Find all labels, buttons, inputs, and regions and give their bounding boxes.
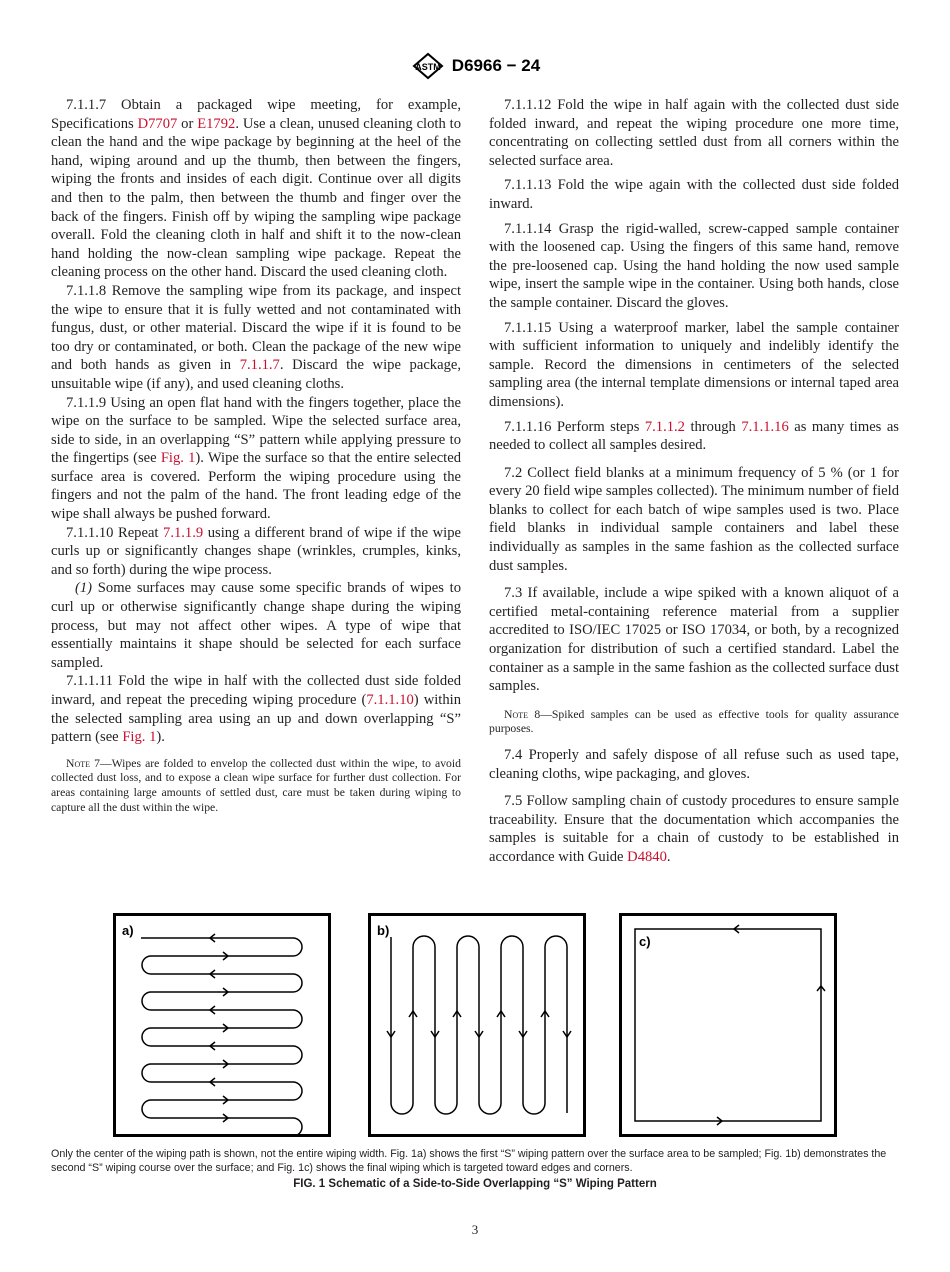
note-7: Note 7—Wipes are folded to envelop the collected dust within the wipe, to avoid collected dust loss, and to expose a clean wipe surface for further dust collection. For areas containing large amounts of settled dust, care must be taken during wiping to capture all the dust within the wipe. [51, 756, 461, 814]
subsection-1: (1) Some surfaces may cause some specific brands of wipes to curl up or otherwise significantly change shape during the wiping process, but may not affect other wipes. A type of wipe that essentially maintains it shape should be selected for each surface sampled. [51, 580, 461, 671]
ref-link[interactable]: E1792 [197, 115, 236, 132]
section-7-1-1-16: 7.1.1.16 Perform steps 7.1.1.2 through 7.1.1.16 as many times as needed to collect all samples desired. [489, 418, 899, 454]
figure-caption: Only the center of the wiping path is shown, not the entire wiping width. Fig. 1a) shows the first “S” wiping pattern over the surface area to be sampled; Fig. 1b) demonstrates the second “S” wiping course over the surface; and Fig. 1c) shows the final wiping which is targeted toward edges and corners. [51, 1148, 887, 1174]
ref-link[interactable]: 7.1.1.10 [366, 692, 414, 708]
ref-link[interactable]: Fig. 1 [122, 729, 157, 746]
right-column [489, 96, 899, 867]
section-7-5: 7.5 Follow sampling chain of custody procedures to ensure sample traceability. Ensure that the documentation which accompanies the samples is suitable for a chain of custody to be established in accordance with Guide D4840. [489, 793, 899, 865]
figure-panel-b [368, 913, 586, 1137]
panel-label-a: a) [122, 923, 134, 938]
section-7-1-1-15: 7.1.1.15 Using a waterproof marker, label the sample container with sufficient information to uniquely and indelibly identify the sample. Record the dimensions in centimeters of the selected sampling area (the internal template dimensions or internal taped area dimensions). [489, 319, 899, 410]
figure-panel-c [619, 913, 837, 1137]
section-7-1-1-14: 7.1.1.14 Grasp the rigid-walled, screw-capped sample container with the loosened cap. Using the fingers of this same hand, remove the pre-loosened cap. Using the hand holding the now used sample wipe, insert the sample wipe in the container. Using both hands, close the sample container. Discard the gloves. [489, 220, 899, 311]
section-7-4: 7.4 Properly and safely dispose of all refuse such as used tape, cleaning cloths, wipe packaging, and gloves. [489, 747, 899, 782]
note-8: Note 8—Spiked samples can be used as effective tools for quality assurance purposes. [489, 707, 899, 736]
section-7-1-1-8: 7.1.1.8 Remove the sampling wipe from its package, and inspect the wipe to ensure that it is fully wetted and not contaminated with fungus, dust, or other material. Discard the wipe if it is found to be too dry or contaminated, or both. Clean the package of the new wipe and both hands as given in 7.1.1.7. Discard the wipe package, unsuitable wipe (if any), and used cleaning cloths. [51, 282, 461, 392]
panel-label-c: c) [639, 934, 651, 949]
section-7-1-1-9: 7.1.1.9 Using an open flat hand with the fingers together, place the wipe on the surface to be sampled. Wipe the selected surface area, side to side, in an overlapping “S” pattern while applying pressure to the fingertips (see Fig. 1). Wipe the surface so that the entire selected surface area is covered. Perform the wiping procedure using the fingers and not the palm of the hand. The front leading edge of the wipe shall always be pushed forward. [51, 394, 462, 523]
edge-wipe-path [635, 929, 821, 1121]
document-id: D6966 − 24 [451, 56, 541, 75]
panel-label-b: b) [377, 923, 390, 938]
section-7-1-1-12: 7.1.1.12 Fold the wipe in half again with the collected dust side folded inward, and repeat the wiping procedure one more time, concentrating on collecting settled dust from all corners within the selected surface area. [489, 97, 899, 169]
ref-link[interactable]: 7.1.1.2 [644, 418, 685, 435]
figure-1 [110, 913, 840, 1141]
figure-title: FIG. 1 Schematic of a Side-to-Side Overlapping “S” Wiping Pattern [293, 1178, 657, 1190]
page-number: 3 [471, 1222, 479, 1237]
section-7-1-1-13: 7.1.1.13 Fold the wipe again with the collected dust side folded inward. [489, 177, 899, 212]
section-7-1-1-7: 7.1.1.7 Obtain a packaged wipe meeting, for example, Specifications D7707 or E1792. Use a clean, unused cleaning cloth to clean the hand and the wipe package by beginning at the heel of the hand, wiping around and up the thumb, then between the fingers, wiping the fronts and insides of each digit. Continue over all digits and then to the palm, then between the thumb and finger over the back of the fingers. Finish off by wiping the sampling wipe package overall. Fold the cleaning cloth in half and shift it to the now-clean hand holding the now-clean sampling wipe package. Repeat the cleaning process on the other hand. Discard the used cleaning cloth. [51, 97, 461, 281]
arrowheads-c [717, 925, 825, 1125]
left-column [51, 96, 461, 815]
section-7-2: 7.2 Collect field blanks at a minimum frequency of 5 % (or 1 for every 20 field wipe samples collected). The minimum number of field blanks to collect for each batch of wipe samples used is two. Place field blanks in individual sample containers and label these individually as samples in the same fashion as the collected surface dust samples. [489, 464, 899, 574]
section-7-3: 7.3 If available, include a wipe spiked with a known aliquot of a certified metal-containing reference material from a supplier accredited to ISO/IEC 17025 or ISO 17034, or both, by a recognized organization for distribution of such a certified standard. Label the container as a sample in the same fashion as the collected surface dust samples. [489, 585, 899, 695]
astm-logo-icon [410, 52, 446, 80]
page-header [0, 52, 950, 80]
section-7-1-1-10: 7.1.1.10 Repeat 7.1.1.9 using a different brand of wipe if the wipe curls up or significantly changes shape (wrinkles, crumples, kinks, and so forth) during the wipe process. [51, 524, 461, 578]
ref-link[interactable]: D7707 [137, 115, 178, 132]
svg-text:ASTM: ASTM [415, 62, 441, 72]
ref-link[interactable]: D4840 [627, 848, 667, 865]
figure-panel-a [113, 913, 331, 1137]
ref-link[interactable]: 7.1.1.7 [239, 357, 280, 374]
s-wipe-path-vertical [391, 936, 567, 1114]
ref-link[interactable]: 7.1.1.9 [163, 524, 204, 541]
section-7-1-1-11: 7.1.1.11 Fold the wipe in half with the collected dust side folded inward, and repeat the preceding wiping procedure (7.1.1.10) within the selected sampling area using an up and down overlapping “S” pattern (see Fig. 1). [51, 673, 462, 746]
s-wipe-path-horizontal [141, 938, 302, 1136]
ref-link[interactable]: 7.1.1.16 [741, 418, 789, 435]
ref-link[interactable]: Fig. 1 [160, 450, 196, 467]
